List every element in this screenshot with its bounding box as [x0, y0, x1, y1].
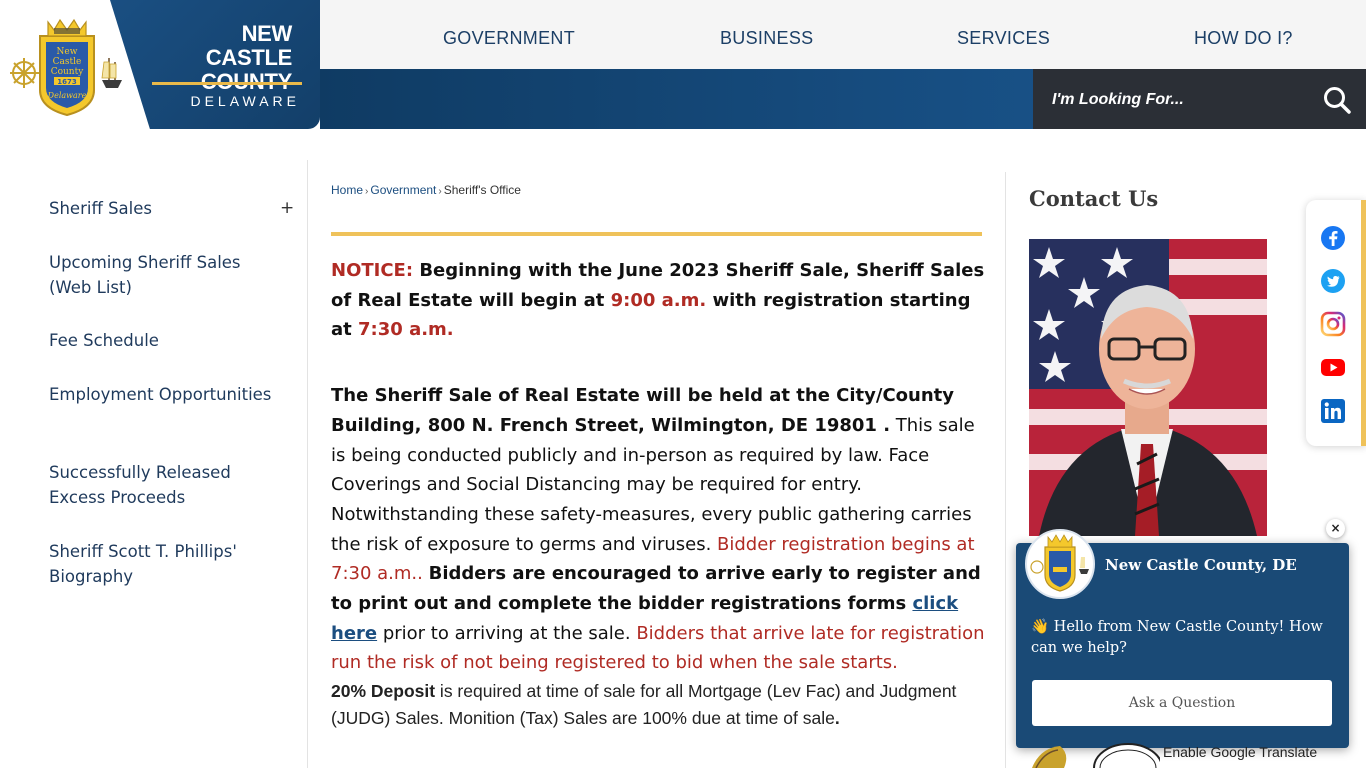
site-header [0, 0, 1366, 130]
instagram-icon[interactable] [1320, 311, 1346, 337]
nav-how-do-i[interactable]: HOW DO I? [1194, 28, 1293, 48]
chat-message [1031, 617, 1336, 659]
breadcrumb [331, 183, 521, 197]
wave-emoji-icon: 👋 [1031, 619, 1050, 635]
county-seal-icon [10, 18, 125, 118]
youtube-icon[interactable] [1320, 354, 1346, 380]
social-accent-bar [1361, 200, 1366, 446]
seal-text-2: Castle [52, 57, 82, 67]
ask-question-button[interactable]: Ask a Question [1032, 680, 1332, 726]
close-icon[interactable]: × [1326, 519, 1345, 538]
notice-text: Beginning with the June 2023 Sheriff Sale, Sheriff Sales of Real Estate will begin at [331, 260, 985, 311]
sidebar-item-biography[interactable]: Sheriff Scott T. Phillips' Biography [49, 542, 237, 586]
seal-text-1: New [56, 47, 78, 57]
right-column-divider [1005, 172, 1006, 768]
registration-forms-link[interactable]: click here [331, 593, 959, 644]
nav-services[interactable]: SERVICES [957, 28, 1051, 48]
sidebar [0, 160, 308, 768]
seal-year: 1673 [57, 78, 77, 86]
sidebar-item-employment[interactable]: Employment Opportunities [49, 385, 272, 404]
sidebar-item-sheriff-sales[interactable]: Sheriff Sales [49, 199, 152, 218]
notice-label: NOTICE: [331, 260, 414, 281]
sidebar-item-fee-schedule[interactable]: Fee Schedule [49, 331, 159, 350]
search-input[interactable] [1052, 88, 1292, 112]
notice-text-2: with registration starting at [331, 289, 971, 341]
late-warning: Bidders that arrive late for registration run the risk of not being registered to bid when the sale starts. [331, 622, 985, 674]
registration-time: Bidder registration begins at 7:30 a.m.. [331, 533, 975, 585]
chat-avatar [1025, 529, 1095, 599]
arrive-early-text: Bidders are encouraged to arrive early to register and to print out and complete the bidder registrations forms [331, 563, 981, 615]
deposit-text: is required at time of sale for all Mortgage (Lev Fac) and Judgment (JUDG) Sales. Monition (Tax) Sales are 100% due at time of sale [331, 681, 957, 729]
deposit-paragraph [331, 678, 986, 732]
search-icon[interactable] [1322, 85, 1352, 115]
nav-government[interactable]: GOVERNMENT [443, 28, 576, 48]
google-translate-link[interactable] [1163, 744, 1317, 760]
nav-business[interactable]: BUSINESS [720, 28, 814, 48]
expand-plus-icon[interactable]: + [280, 198, 295, 218]
sidebar-item-upcoming-sales[interactable]: Upcoming Sheriff Sales (Web List) [49, 253, 241, 297]
chat-message-text: Hello from New Castle County! How can we help? [1031, 619, 1323, 656]
brand-divider [152, 82, 302, 85]
sale-info-paragraph [331, 381, 986, 678]
seal-text-5: Delaware [47, 91, 87, 100]
sale-info-text: This sale is being conducted publicly and in-person as required by law. Face Coverings and Social Distancing may be required for entry. Notwithstanding these safety-measures, every public gathering carries the risk of exposure to germs and viruses. [331, 414, 975, 555]
twitter-icon[interactable] [1320, 268, 1346, 294]
sheriff-photo [1029, 239, 1267, 536]
breadcrumb-separator: › [365, 186, 369, 197]
breadcrumb-government[interactable]: Government [370, 183, 437, 197]
sheriff-portrait-icon [1029, 239, 1267, 536]
sale-location: The Sheriff Sale of Real Estate will be held at the City/County Building, 800 N. French Street, Wilmington, DE 19801 . [331, 385, 955, 436]
translate-label: Enable Google Translate [1163, 744, 1318, 760]
prior-text: prior to arriving at the sale. [377, 622, 631, 644]
chat-title: New Castle County, DE [1105, 556, 1297, 574]
notice-time-start: 9:00 a.m. [610, 289, 707, 311]
breadcrumb-home[interactable]: Home [331, 183, 364, 197]
county-seal-icon [1027, 531, 1093, 597]
bottom-seal-icon [1030, 742, 1160, 768]
seal-text-3: County [50, 67, 84, 77]
content-divider [331, 232, 982, 236]
brand-name-line1: NEW CASTLE [205, 21, 292, 70]
facebook-icon[interactable] [1320, 225, 1346, 251]
main-content [331, 256, 986, 732]
breadcrumb-current: Sheriff's Office [443, 183, 521, 197]
logo-area[interactable] [0, 0, 135, 130]
linkedin-icon[interactable] [1320, 398, 1346, 424]
breadcrumb-separator: › [438, 186, 442, 197]
deposit-label: 20% Deposit [331, 681, 436, 702]
notice-paragraph [331, 256, 986, 345]
contact-us-title: Contact Us [1029, 186, 1159, 211]
sidebar-item-excess-proceeds[interactable]: Successfully Released Excess Proceeds [49, 463, 231, 507]
notice-time-registration: 7:30 a.m. [358, 319, 454, 341]
brand-subtitle: DELAWARE [190, 93, 300, 109]
deposit-end: . [834, 708, 840, 729]
